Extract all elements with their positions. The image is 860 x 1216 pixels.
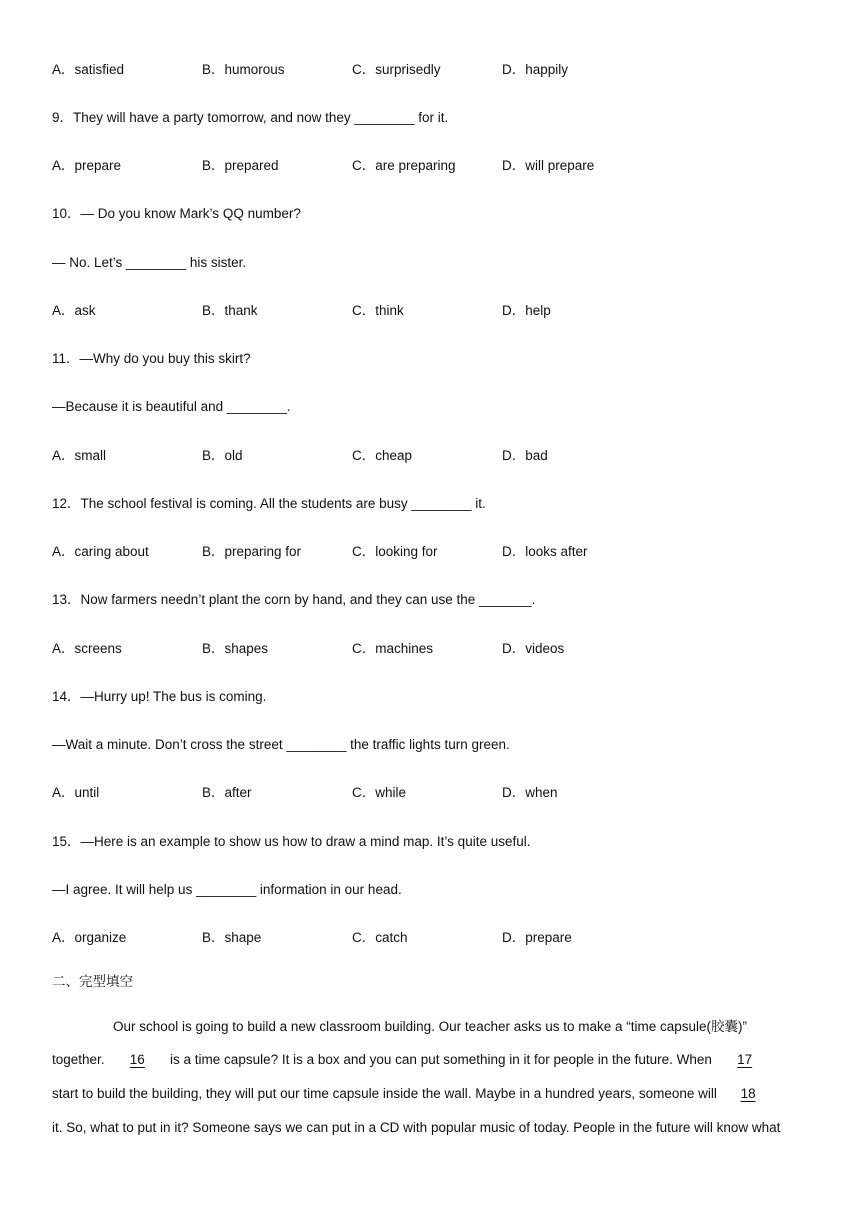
q8-options [52,61,752,79]
section-heading: 二、完型填空 [52,974,133,990]
q8-option-b[interactable]: B．humorous [202,62,285,77]
q13-option-d[interactable]: D．videos [502,641,565,656]
q8-option-d[interactable]: D．happily [502,62,569,77]
q11-reply: —Because it is beautiful and ________. [52,399,291,414]
q10-reply: — No. Let’s ________ his sister. [52,255,247,270]
passage-line-3 [52,1085,807,1103]
q11-options [52,447,752,465]
q15-option-a[interactable]: A．organize [52,930,127,945]
blank-16[interactable]: 16 [129,1052,145,1067]
q12-option-d[interactable]: D．looks after [502,544,588,559]
q15-options [52,929,752,947]
q8-option-a[interactable]: A．satisfied [52,62,125,77]
passage-text: together. [52,1052,109,1067]
passage-line-4: it. So, what to put in it? Someone says we can put in a CD with popular music of today. People in the future will know what [52,1120,781,1135]
q9-option-c[interactable]: C．are preparing [352,158,456,173]
q15-stem: 15．—Here is an example to show us how to draw a mind map. It’s quite useful. [52,834,531,849]
q13-stem: 13．Now farmers needn’t plant the corn by hand, and they can use the _______. [52,592,536,607]
passage-line-1: Our school is going to build a new classroom building. Our teacher asks us to make a “time capsule(胶囊)” [113,1019,748,1034]
q14-option-a[interactable]: A．until [52,785,100,800]
q12-stem: 12．The school festival is coming. All the students are busy ________ it. [52,496,486,511]
q9-options [52,157,752,175]
q11-option-a[interactable]: A．small [52,448,107,463]
q12-options [52,543,752,561]
q13-option-a[interactable]: A．screens [52,641,122,656]
q13-option-b[interactable]: B．shapes [202,641,269,656]
blank-17[interactable]: 17 [737,1052,753,1067]
passage-text: start to build the building, they will put our time capsule inside the wall. Maybe in a hundred years, someone will [52,1086,721,1101]
q11-option-c[interactable]: C．cheap [352,448,413,463]
q10-options [52,302,752,320]
passage-line-2 [52,1051,807,1069]
q10-option-b[interactable]: B．thank [202,303,258,318]
q15-option-c[interactable]: C．catch [352,930,408,945]
q11-option-d[interactable]: D．bad [502,448,548,463]
q12-option-a[interactable]: A．caring about [52,544,149,559]
blank-18[interactable]: 18 [740,1086,756,1101]
passage-text: is a time capsule? It is a box and you can put something in it for people in the future. When [166,1052,716,1067]
q15-option-d[interactable]: D．prepare [502,930,572,945]
q10-option-c[interactable]: C．think [352,303,404,318]
q14-option-c[interactable]: C．while [352,785,407,800]
q14-options [52,784,752,802]
q8-option-c[interactable]: C．surprisedly [352,62,441,77]
q11-option-b[interactable]: B．old [202,448,243,463]
q14-option-d[interactable]: D．when [502,785,558,800]
q11-stem: 11．—Why do you buy this skirt? [52,351,251,366]
q10-option-d[interactable]: D．help [502,303,551,318]
q15-reply: —I agree. It will help us ________ information in our head. [52,882,402,897]
q12-option-c[interactable]: C．looking for [352,544,438,559]
q9-option-d[interactable]: D．will prepare [502,158,595,173]
q14-option-b[interactable]: B．after [202,785,252,800]
q12-option-b[interactable]: B．preparing for [202,544,302,559]
q10-stem: 10．— Do you know Mark’s QQ number? [52,206,301,221]
q9-option-b[interactable]: B．prepared [202,158,279,173]
q10-option-a[interactable]: A．ask [52,303,96,318]
q13-options [52,640,752,658]
q15-option-b[interactable]: B．shape [202,930,262,945]
q14-reply: —Wait a minute. Don’t cross the street ________ the traffic lights turn green. [52,737,510,752]
q13-option-c[interactable]: C．machines [352,641,434,656]
q9-option-a[interactable]: A．prepare [52,158,122,173]
q9-stem: 9．They will have a party tomorrow, and now they ________ for it. [52,110,449,125]
q14-stem: 14．—Hurry up! The bus is coming. [52,689,267,704]
